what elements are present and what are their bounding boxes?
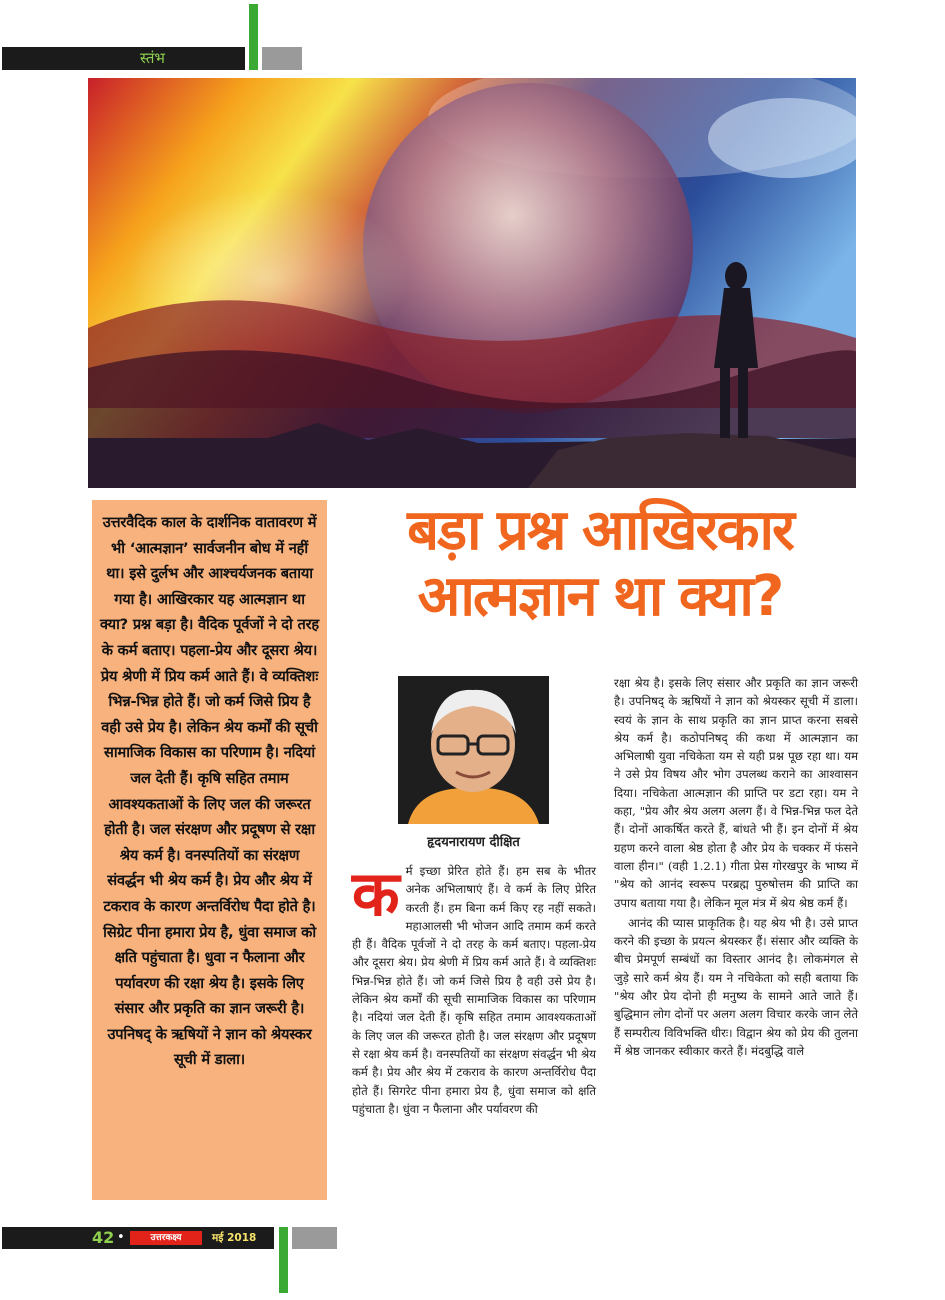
body-paragraph: आनंद की प्यास प्राकृतिक है। यह श्रेय भी है। उसे प्राप्त करने की इच्छा के प्रयत्न श्रेयस्कर हैं। संसार और व्यक्ति के बीच प्रेमपूर्ण सम्बंधों का विस्तार आनंद है। लोकमंगल से जुड़े सारे कर्म श्रेय हैं। यम ने नचिकेता को सही बताया कि "श्रेय और प्रेय दोनो ही मनुष्य के सामने आते जाते हैं। बुद्धिमान लोग दोनों पर अलग अलग विचार करके जान लेते हैं सम्परीत्य विविभक्ति धीरः। विद्वान श्रेय को प्रेय की तुलना में श्रेष्ठ जानकर स्वीकार करते हैं। मंदबुद्धि वाले [614, 915, 858, 1058]
body-paragraph: रक्षा श्रेय है। इसके लिए संसार और प्रकृति का ज्ञान जरूरी है। उपनिषद् के ऋषियों ने ज्ञान को श्रेयस्कर सूची में डाला। स्वयं के ज्ञान के साथ प्रकृति का ज्ञान प्राप्त करना सबसे श्रेय कर्म है। कठोपनिषद् की कथा में आत्मज्ञान का अभिलाषी युवा नचिकेता यम से यही प्रश्न पूछ रहा था। यम ने उसे प्रेय विषय और भोग उपलब्ध कराने का आश्वासन दिया। नचिकेता आत्मज्ञान की प्राप्ति पर डटा रहा। यम ने कहा, "प्रेय और श्रेय अलग अलग हैं। वे भिन्न-भिन्न फल देते हैं। दोनों आकर्षित करते हैं, बांधते भी हैं। इन दोनों में श्रेय ग्रहण करने वाला श्रेष्ठ होता है और प्रेय के चक्कर में फंसने वाला हीन।" (वही 1.2.1) गीता प्रेस गोरखपुर के भाष्य में "श्रेय को आनंद स्वरूप परब्रह्म पुरुषोत्तम की प्राप्ति का उपाय बताया गया है। लेकिन मूल मंत्र में श्रेय श्रेष्ठ कर्म हैं। [614, 676, 858, 910]
hero-illustration [88, 78, 856, 488]
dropcap: क [352, 857, 400, 930]
hero-image [88, 78, 856, 488]
header-gray-block [262, 47, 302, 70]
author-portrait [398, 676, 549, 824]
headline [340, 498, 860, 630]
sidebar-pullquote [92, 500, 327, 1200]
headline-line-1: बड़ा प्रश्न आखिरकार [407, 498, 793, 563]
issue-date: मई 2018 [212, 1232, 257, 1244]
body-text-middle: र्म इच्छा प्रेरित होते हैं। हम सब के भीतर अनेक अभिलाषाएं हैं। वे कर्म के लिए प्रेरित करती हैं। हम बिना कर्म किए रह नहीं सकते। महाआलसी भी भोजन आदि तमाम कर्म करते ही हैं। वैदिक पूर्वजों ने दो तरह के कर्म बताए। पहला-प्रेय और दूसरा श्रेय। प्रेय श्रेणी में प्रिय कर्म आते हैं। वे व्यक्तिशः भिन्न-भिन्न होते हैं। जो कर्म जिसे प्रिय है वही उसे प्रेय है। लेकिन श्रेय कर्मों की सूची सामाजिक विकास का परिणाम है। नदियां जल देती हैं। कृषि सहित तमाम आवश्यकताओं के लिए जल की जरूरत होती है। जल संरक्षण और प्रदूषण से रक्षा श्रेय कर्म है। वनस्पतियों का संरक्षण संवर्द्धन भी श्रेय कर्म है। प्रेय और श्रेय में टकराव के कारण अन्तर्विरोध पैदा होते हैं। सिगरेट पीना हमारा प्रेय है, धुंवा समाज को क्षति पहुंचाता है। धुंवा न फैलाना और पर्यावरण की [352, 864, 596, 1116]
header-accent-bar [249, 4, 258, 70]
author-photo [398, 676, 549, 824]
footer-gray-block [292, 1227, 337, 1249]
header-bar [2, 47, 245, 70]
body-column-middle [352, 857, 596, 1118]
headline-line-2: आत्मज्ञान था क्या? [417, 564, 783, 629]
section-label: स्तंभ [140, 49, 165, 67]
footer-separator: • [117, 1230, 125, 1245]
sidebar-text: उत्तरवैदिक काल के दार्शनिक वातावरण में भी ‘आत्मज्ञान’ सार्वजनीन बोध में नहीं था। इसे दुर्लभ और आश्चर्यजनक बताया गया है। आखिरकार यह आत्मज्ञान था क्या? प्रश्न बड़ा है। वैदिक पूर्वजों ने दो तरह के कर्म बताए। पहला-प्रेय और दूसरा श्रेय। प्रेय श्रेणी में प्रिय कर्म आते हैं। वे व्यक्तिशः भिन्न-भिन्न होते हैं। जो कर्म जिसे प्रिय है वही उसे प्रेय है। लेकिन श्रेय कर्मों की सूची सामाजिक विकास का परिणाम है। नदियां जल देती हैं। कृषि सहित तमाम आवश्यकताओं के लिए जल की जरूरत होती है। जल संरक्षण और प्रदूषण से रक्षा श्रेय कर्म है। वनस्पतियों का संरक्षण संवर्द्धन भी श्रेय कर्म है। प्रेय और श्रेय में टकराव के कारण अन्तर्विरोध पैदा होते है। सिग्रेट पीना हमारा प्रेय है, धुंवा समाज को क्षति पहुंचाता है। धुवा न फैलाना और पर्यावरण की रक्षा श्रेय है। इसके लिए संसार और प्रकृति का ज्ञान जरूरी है। उपनिषद् के ऋषियों ने ज्ञान को श्रेयस्कर सूची में डाला। [100, 514, 319, 1069]
page-number: 42 [92, 1228, 115, 1247]
author-caption: हृदयनारायण दीक्षित [427, 835, 520, 850]
footer-accent-bar [279, 1227, 288, 1293]
body-column-right [614, 674, 858, 1062]
magazine-logo: उत्तरकक्ष्य [130, 1231, 202, 1245]
